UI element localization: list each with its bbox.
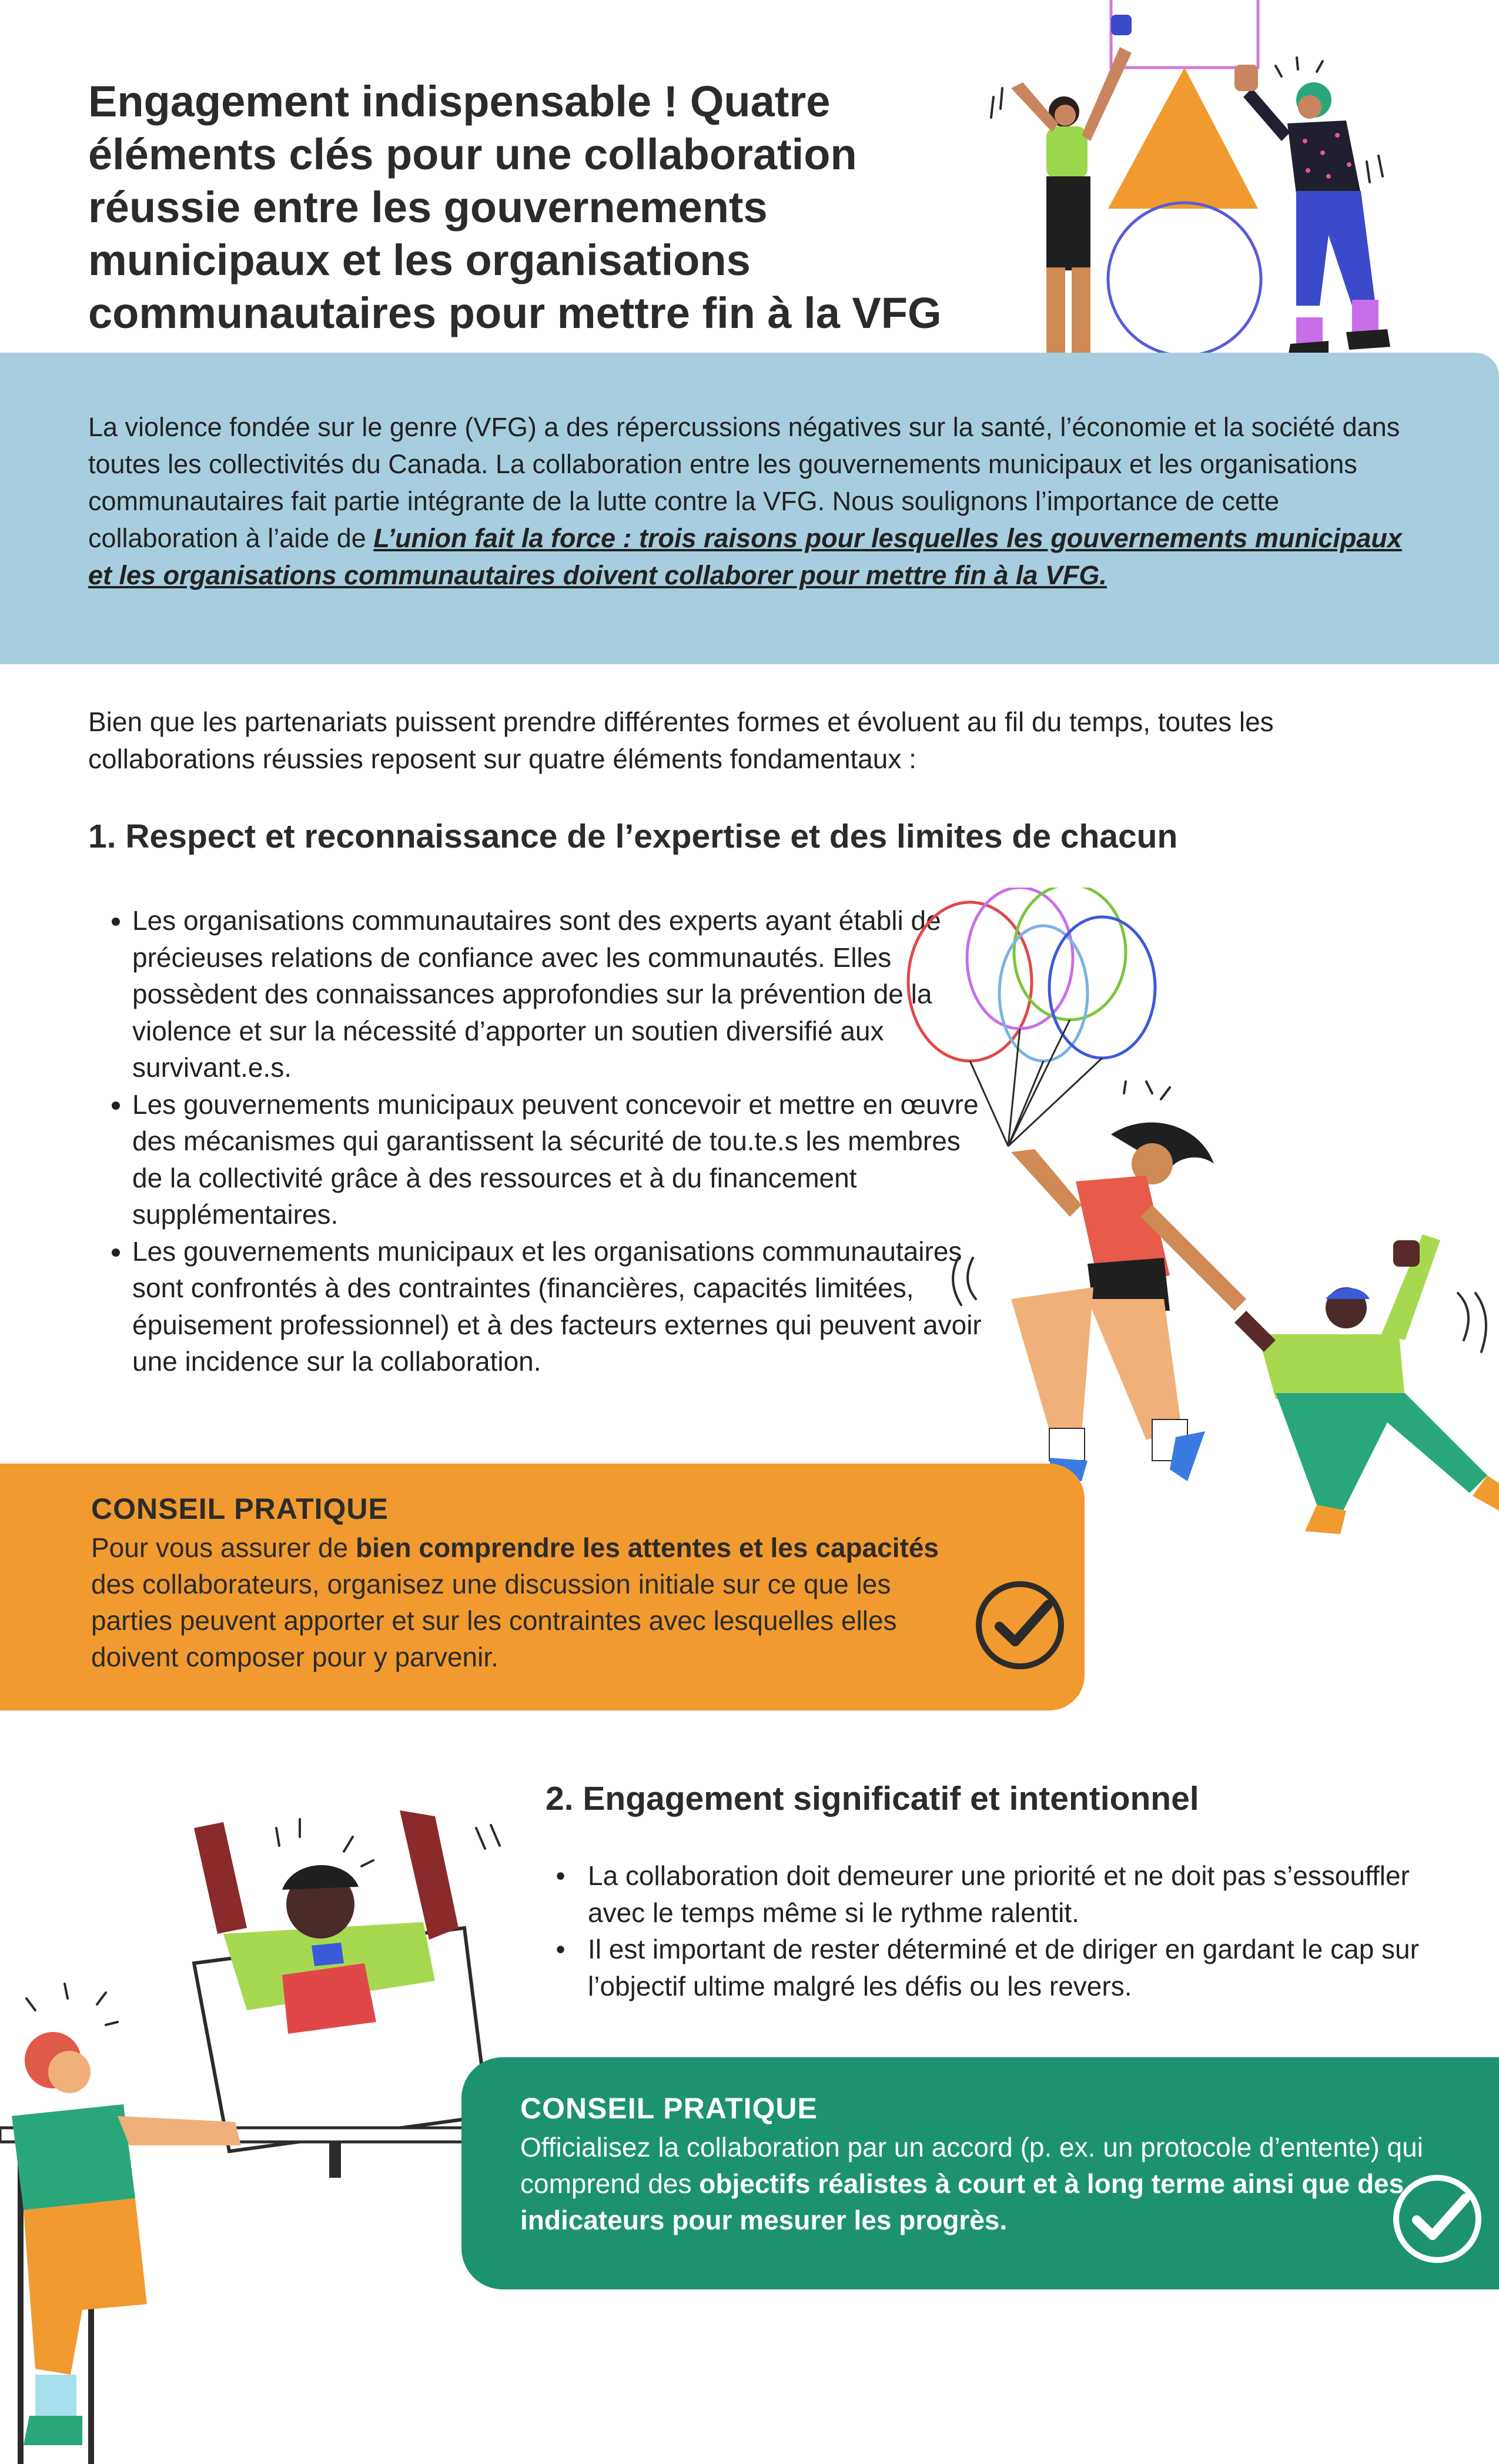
- tip1-heading: CONSEIL PRATIQUE: [91, 1492, 389, 1525]
- tip1-box: [0, 1464, 1085, 1710]
- section2-bullets: [544, 1857, 1452, 2004]
- lead-paragraph: Bien que les partenariats puissent prendre différentes formes et évoluent au fil du temps, toutes les collaborations réussies reposent sur quatre éléments fondamentaux :: [88, 707, 1274, 774]
- list-item: • Les gouvernements municipaux et les organisations communautaires sont confrontés à des contraintes (financières, capacités limitées, épuisement professionnel) et à des facteurs externes qui peuvent avoir une incidence sur la collaboration.: [132, 1233, 991, 1380]
- intro-report-link[interactable]: L’union fait la force : trois raisons pour lesquelles les gouvernements municipaux et les organisations communautaires doivent collaborer pour mettre fin à la VFG.: [88, 523, 1402, 590]
- intro-paragraph: [88, 409, 1405, 594]
- intro-text: La violence fondée sur le genre (VFG) a des répercussions négatives sur la santé, l’économie et la société dans toutes les collectivités du Canada. La collaboration entre les gouvernements municipaux et les organisations communautaires fait partie intégrante de la lutte contre la VFG. Nous soulignons l’importance de cette collaboration à l’aide de: [88, 412, 1400, 553]
- tip1-text-bold: bien comprendre les attentes et les capacités: [356, 1532, 939, 1563]
- list-item: • Les gouvernements municipaux peuvent concevoir et mettre en œuvre des mécanismes qui garantissent la sécurité de tou.te.s les membres de la collectivité grâce à des ressources et à du financement supplémentaires.: [132, 1086, 991, 1233]
- tip1-body: [91, 1529, 955, 1675]
- tip2-text-pre: Officialisez la collaboration par un accord (p. ex. un protocole d’entente) qui comprend des: [520, 2132, 1423, 2199]
- page-title: Engagement indispensable ! Quatre éléments clés pour une collaboration réussie entre les gouvernements municipaux et les organisations communautaires pour mettre fin à la VFG: [88, 77, 942, 337]
- video-call-illustration: [0, 1787, 529, 2464]
- checkmark-circle-icon: [973, 1578, 1067, 1672]
- tip2-box: [461, 2057, 1499, 2289]
- tip1-text-post: des collaborateurs, organisez une discussion initiale sur ce que les parties peuvent apporter et sur les contraintes avec lesquelles elles doivent composer pour y parvenir.: [91, 1569, 897, 1672]
- list-item: • Les organisations communautaires sont des experts ayant établi de précieuses relations de confiance avec les communautés. Elles possèdent des connaissances approfondies sur la prévention de la violence et sur la nécessité d’apporter un soutien diversifié aux survivant.e.s.: [132, 902, 991, 1086]
- tip2-body: [520, 2129, 1426, 2238]
- section2-heading: 2. Engagement significatif et intentionnel: [546, 1780, 1199, 1817]
- section1-heading: 1. Respect et reconnaissance de l’expertise et des limites de chacun: [88, 818, 1178, 855]
- checkmark-circle-icon: [1390, 2172, 1484, 2266]
- list-item: • La collaboration doit demeurer une priorité et ne doit pas s’essouffler avec le temps même si le rythme ralentit.: [588, 1857, 1452, 1931]
- geometric-shapes-illustration: [976, 0, 1434, 370]
- list-item: • Il est important de rester déterminé et de diriger en gardant le cap sur l’objectif ultime malgré les défis ou les revers.: [588, 1931, 1452, 2004]
- tip2-text-bold: objectifs réalistes à court et à long terme ainsi que des indicateurs pour mesurer les progrès.: [520, 2168, 1404, 2235]
- tip2-heading: CONSEIL PRATIQUE: [520, 2092, 818, 2125]
- section1-bullets: [88, 902, 991, 1380]
- tip1-text-pre: Pour vous assurer de: [91, 1532, 356, 1563]
